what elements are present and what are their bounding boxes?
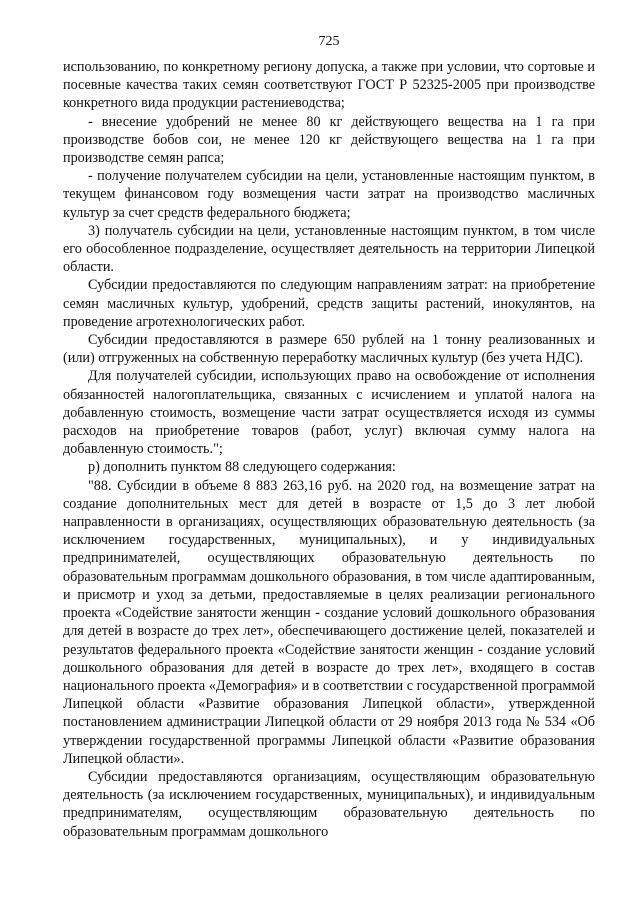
paragraph-territory: 3) получатель субсидии на цели, установленные настоящим пунктом, в том числе его обособленное подразделение, осуществляет деятельность на территории Липецкой области. <box>63 222 595 276</box>
paragraph-point-88: "88. Субсидии в объеме 8 883 263,16 руб. на 2020 год, на возмещение затрат на создание дополнительных мест для детей в возрасте от 1,5 до 3 лет любой направленности в организациях, осуществляющих образовательную деятельность (за исключением государственных, муниципальных), и у индивидуальных предпринимателей, осуществляющих образовательную деятельность по образовательным программам дошкольного образования, в том числе адаптированным, и присмотр и уход за детьми, предоставляемые в целях реализации регионального проекта «Содействие занятости женщин - создание условий дошкольного образования для детей в возрасте до трех лет», обеспечивающего достижение целей, показателей и результатов федерального проекта «Содействие занятости женщин - создание условий дошкольного образования для детей в возрасте до трех лет», входящего в состав национального проекта «Демография» и в соответствии с государственной программой Липецкой области «Развитие образования Липецкой области», утвержденной постановлением администрации Липецкой области от 29 ноября 2013 года № 534 «Об утверждении государственной программы Липецкой области «Развитие образования Липецкой области». <box>63 477 595 767</box>
paragraph-fertilizer: - внесение удобрений не менее 80 кг действующего вещества на 1 га при производстве бобов сои, не менее 120 кг действующего вещества на 1 га при производстве семян рапса; <box>63 113 595 167</box>
document-page <box>63 34 595 841</box>
paragraph-subsidy-rate: Субсидии предоставляются в размере 650 рублей на 1 тонну реализованных и (или) отгруженных на собственную переработку масличных культур (без учета НДС). <box>63 332 595 367</box>
paragraph-cost-directions: Субсидии предоставляются по следующим направлениям затрат: на приобретение семян масличных культур, удобрений, средств защиты растений, инокулянтов, на проведение агротехнологических работ. <box>63 277 595 330</box>
paragraph-seed-quality: использованию, по конкретному региону допуска, а также при условии, что сортовые и посевные качества таких семян соответствуют ГОСТ Р 52325-2005 при производстве конкретного вида продукции растениеводства; <box>63 59 595 112</box>
paragraph-amendment-p: р) дополнить пунктом 88 следующего содержания: <box>88 459 396 476</box>
paragraph-recipients: Субсидии предоставляются организациям, осуществляющим образовательную деятельность (за исключением государственных, муниципальных), и индивидуальным предпринимателям, осуществляющим образовательную деятельность по образовательным программам дошкольного <box>63 768 595 840</box>
paragraph-vat-exemption: Для получателей субсидии, использующих право на освобождение от исполнения обязанностей налогоплательщика, связанных с исчислением и уплатой налога на добавленную стоимость, возмещение части затрат осуществляется исходя из суммы расходов на приобретение товаров (работ, услуг) включая сумму налога на добавленную стоимость."; <box>63 368 595 458</box>
paragraph-federal-budget: - получение получателем субсидии на цели, установленные настоящим пунктом, в текущем финансовом году возмещения части затрат на производство масличных культур за счет средств федерального бюджета; <box>63 168 595 221</box>
page-number: 725 <box>318 34 340 49</box>
